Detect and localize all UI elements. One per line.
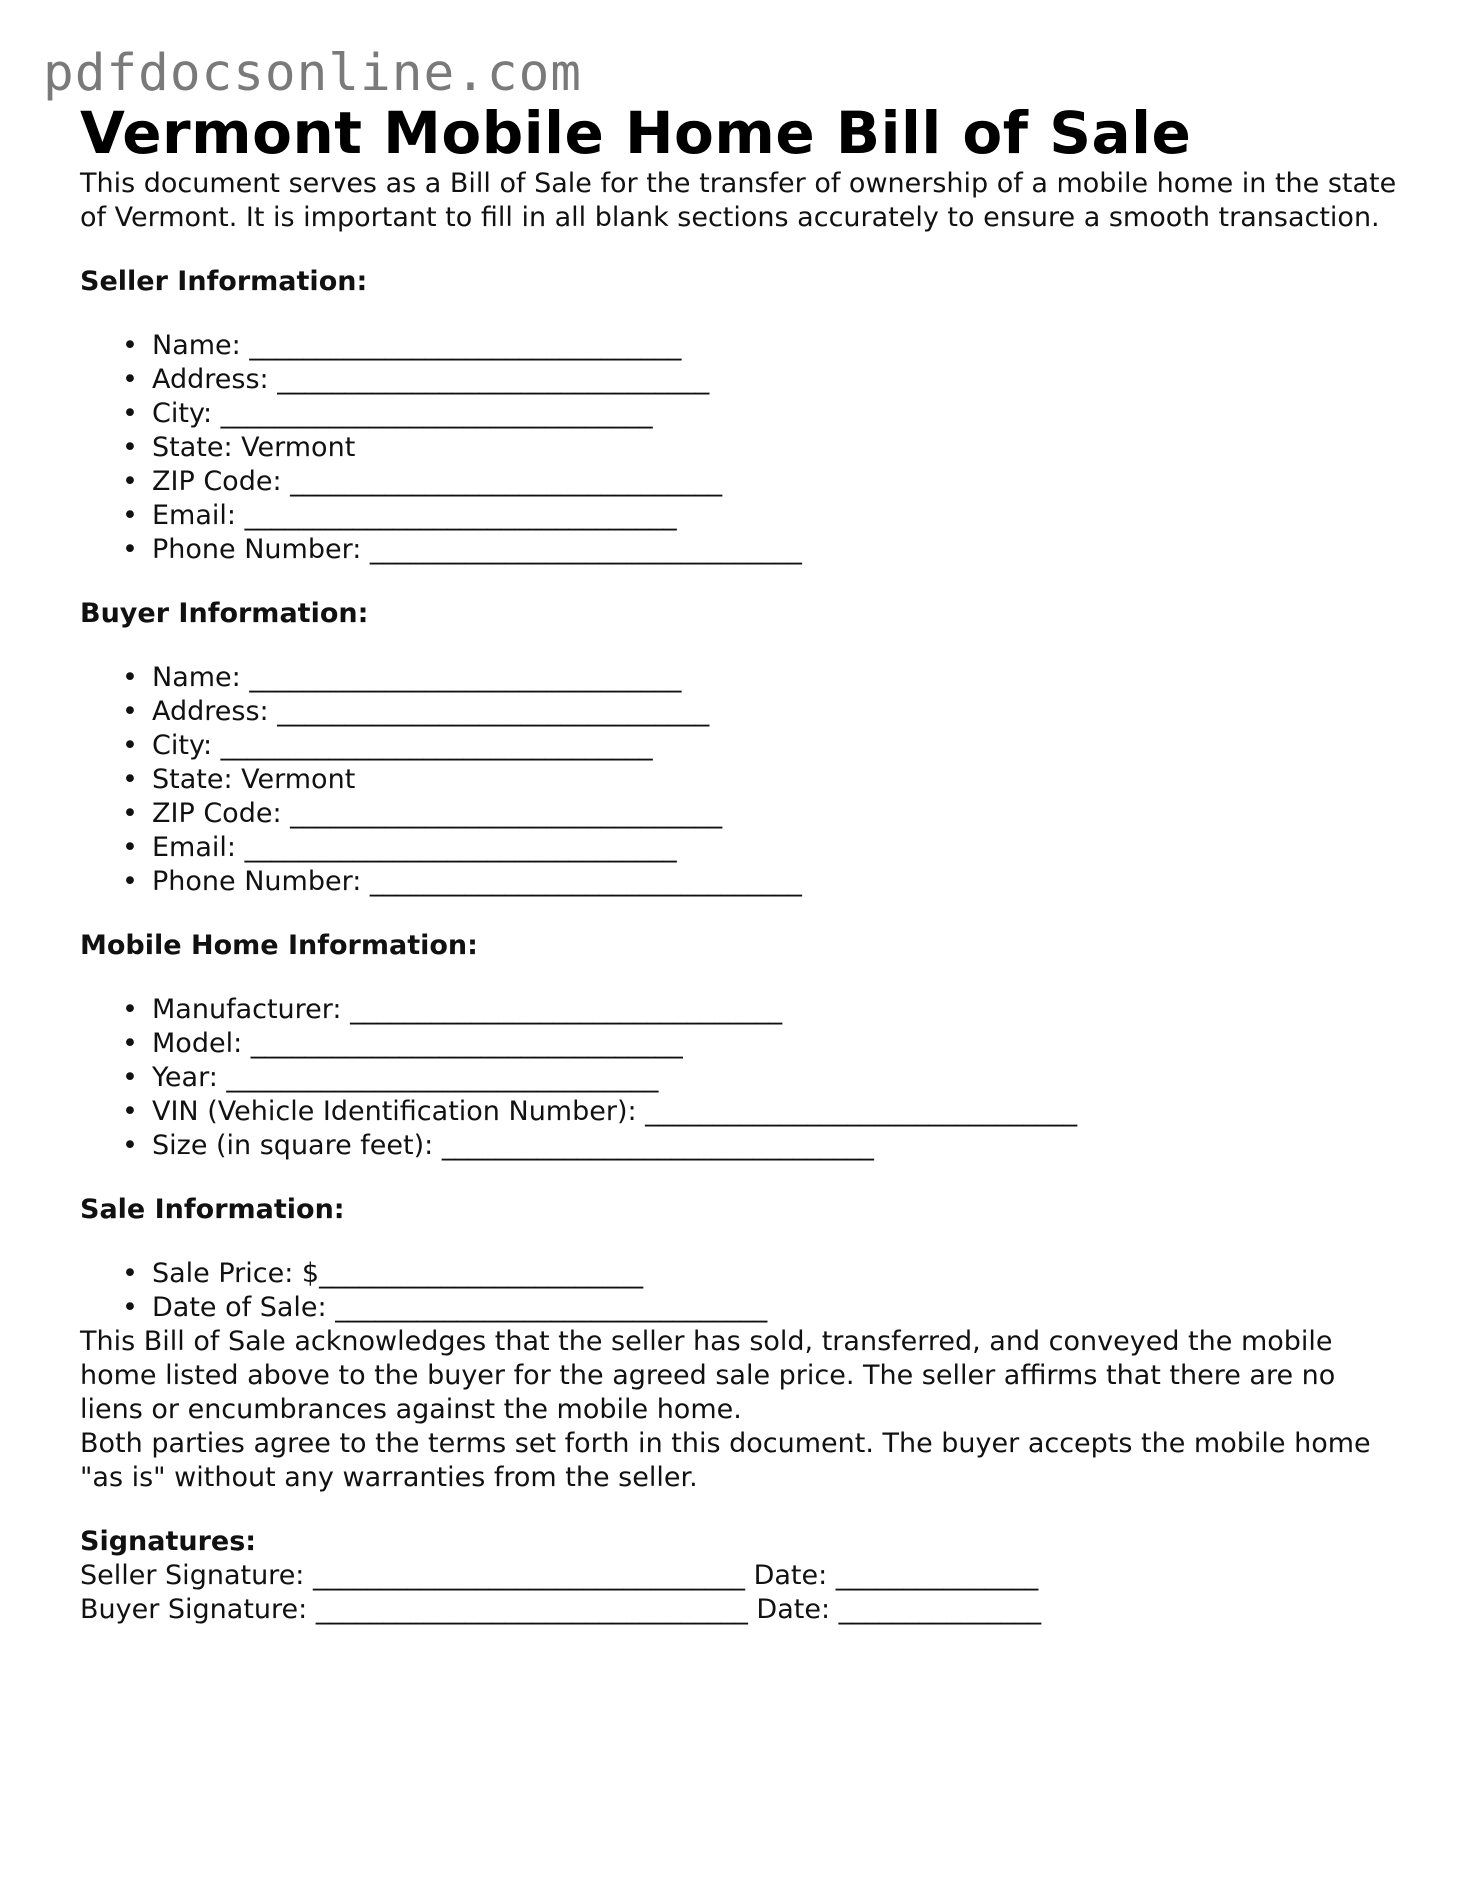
agreement-paragraph: Both parties agree to the terms set forth in this document. The buyer accepts the mobile home "as is" without any warranties from the seller.: [80, 1427, 1371, 1493]
seller-name-field[interactable]: • Name: ________________________________: [152, 329, 1400, 363]
home-model-field[interactable]: • Model: ________________________________: [152, 1027, 1400, 1061]
home-heading: Mobile Home Information:: [80, 929, 478, 961]
buyer-list: [80, 661, 1400, 899]
buyer-city-field[interactable]: • City: ________________________________: [152, 729, 1400, 763]
buyer-zip-field[interactable]: • ZIP Code: ________________________________: [152, 797, 1400, 831]
sale-list: [80, 1257, 1400, 1325]
sale-price-field[interactable]: • Sale Price: $________________________: [152, 1257, 1400, 1291]
acknowledgement-paragraph: This Bill of Sale acknowledges that the seller has sold, transferred, and conveyed the mobile home listed above to the buyer for the agreed sale price. The seller affirms that there are no liens or encumbrances against the mobile home.: [80, 1325, 1336, 1425]
watermark: pdfdocsonline.com: [43, 44, 582, 103]
home-size-field[interactable]: • Size (in square feet): ________________________________: [152, 1129, 1400, 1163]
seller-email-field[interactable]: • Email: ________________________________: [152, 499, 1400, 533]
signatures-heading: Signatures:: [80, 1525, 257, 1557]
document-title: Vermont Mobile Home Bill of Sale: [80, 99, 1192, 167]
intro-paragraph: This document serves as a Bill of Sale for the transfer of ownership of a mobile home in the state of Vermont. It is important to fill in all blank sections accurately to ensure a smooth transaction.: [80, 167, 1397, 233]
buyer-name-field[interactable]: • Name: ________________________________: [152, 661, 1400, 695]
seller-phone-field[interactable]: • Phone Number: ________________________________: [152, 533, 1400, 567]
seller-city-field[interactable]: • City: ________________________________: [152, 397, 1400, 431]
home-manufacturer-field[interactable]: • Manufacturer: ________________________________: [152, 993, 1400, 1027]
seller-state-field: • State: Vermont: [152, 431, 1400, 465]
seller-address-field[interactable]: • Address: ________________________________: [152, 363, 1400, 397]
seller-signature-line[interactable]: Seller Signature: ________________________________ Date: _______________: [80, 1559, 1039, 1591]
home-vin-field[interactable]: • VIN (Vehicle Identification Number): ________________________________: [152, 1095, 1400, 1129]
buyer-address-field[interactable]: • Address: ________________________________: [152, 695, 1400, 729]
buyer-email-field[interactable]: • Email: ________________________________: [152, 831, 1400, 865]
sale-date-field[interactable]: • Date of Sale: ________________________________: [152, 1291, 1400, 1325]
buyer-signature-line[interactable]: Buyer Signature: ________________________________ Date: _______________: [80, 1593, 1042, 1625]
seller-heading: Seller Information:: [80, 265, 368, 297]
buyer-heading: Buyer Information:: [80, 597, 369, 629]
sale-heading: Sale Information:: [80, 1193, 345, 1225]
buyer-phone-field[interactable]: • Phone Number: ________________________________: [152, 865, 1400, 899]
home-year-field[interactable]: • Year: ________________________________: [152, 1061, 1400, 1095]
seller-zip-field[interactable]: • ZIP Code: ________________________________: [152, 465, 1400, 499]
document-page: [80, 100, 1400, 1627]
buyer-state-field: • State: Vermont: [152, 763, 1400, 797]
seller-list: [80, 329, 1400, 567]
home-list: [80, 993, 1400, 1163]
